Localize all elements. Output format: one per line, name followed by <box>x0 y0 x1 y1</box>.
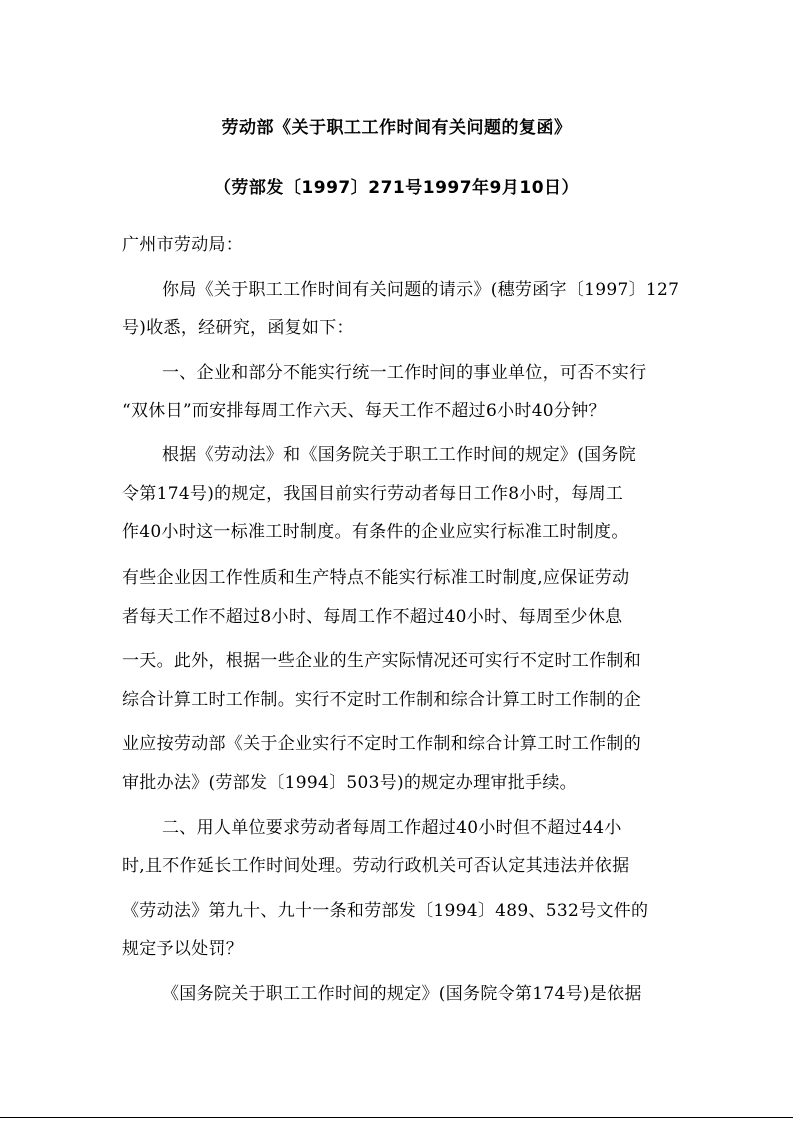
body-line: 综合计算工时工作制。实行不定时工作制和综合计算工时工作制的企 <box>122 690 641 710</box>
body-line: 规定予以处罚？ <box>122 939 244 959</box>
body-line: 《劳动法》第九十、九十一条和劳部发〔1994〕489、532号文件的 <box>122 901 649 921</box>
document-subtitle: （劳部发〔1997〕271号1997年9月10日） <box>213 178 580 198</box>
body-line: 时,且不作延长工作时间处理。劳动行政机关可否认定其违法并依据 <box>122 856 630 876</box>
body-line: 有些企业因工作性质和生产特点不能实行标准工时制度,应保证劳动 <box>122 568 630 588</box>
body-line: 审批办法》(劳部发〔1994〕503号)的规定办理审批手续。 <box>122 773 577 793</box>
body-line: 一天。此外，根据一些企业的生产实际情况还可实行不定时工作制和 <box>122 651 641 671</box>
page-bottom-rule <box>0 1117 793 1118</box>
body-line: 作40小时这一标准工时制度。有条件的企业应实行标准工时制度。 <box>122 522 629 542</box>
body-line: 一、企业和部分不能实行统一工作时间的事业单位，可否不实行 <box>162 363 647 383</box>
body-line: 令第174号)的规定，我国目前实行劳动者每日工作8小时，每周工 <box>122 484 624 504</box>
body-line: 者每天工作不超过8小时、每周工作不超过40小时、每周至少休息 <box>122 607 623 627</box>
body-line: 你局《关于职工工作时间有关问题的请示》(穗劳函字〔1997〕127 <box>162 280 680 300</box>
body-line: 业应按劳动部《关于企业实行不定时工作制和综合计算工时工作制的 <box>122 734 641 754</box>
body-line: 《国务院关于职工工作时间的规定》(国务院令第174号)是依据 <box>162 984 642 1004</box>
document-title: 劳动部《关于职工工作时间有关问题的复函》 <box>221 118 572 138</box>
body-line: 号)收悉，经研究，函复如下： <box>122 318 354 338</box>
body-line: 根据《劳动法》和《国务院关于职工工作时间的规定》(国务院 <box>162 445 637 465</box>
salutation-line: 广州市劳动局： <box>122 235 244 255</box>
body-line: 二、用人单位要求劳动者每周工作超过40小时但不超过44小 <box>162 818 622 838</box>
body-line: “双休日”而安排每周工作六天、每天工作不超过6小时40分钟？ <box>122 401 606 421</box>
